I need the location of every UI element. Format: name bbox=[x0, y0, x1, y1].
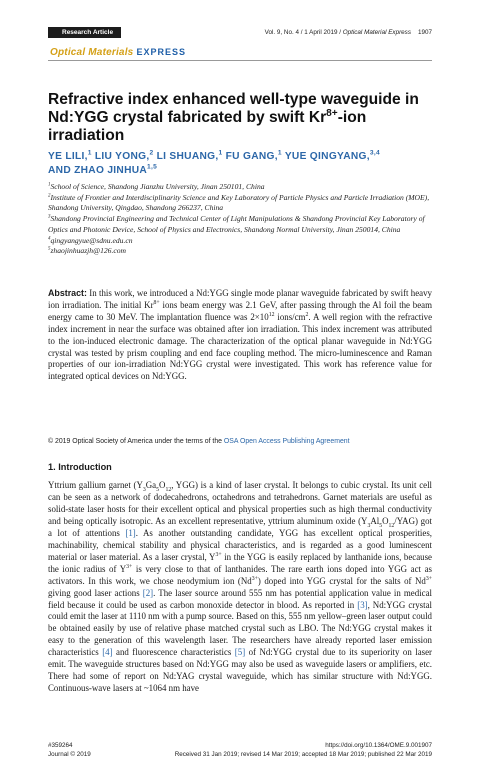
footer-left bbox=[48, 741, 91, 759]
article-type-badge: Research Article bbox=[48, 27, 121, 38]
logo-express-text: EXPRESS bbox=[136, 47, 186, 57]
abstract-label: Abstract: bbox=[48, 288, 87, 298]
author-6: ZHAO JINHUA$^{1,5}$ bbox=[74, 163, 158, 176]
citation-2[interactable]: [2] bbox=[142, 587, 154, 598]
article-title: Refractive index enhanced well-type waveguide in Nd:YGG crystal fabricated by swift $Kr^{8+}$-ion irradiation bbox=[48, 91, 419, 144]
copyright-notice: © 2019 Optical Society of America under the terms of the OSA Open Access Publishing Agreement bbox=[48, 438, 350, 445]
article-header bbox=[48, 27, 432, 38]
author-1: YE LILI,$^1$ bbox=[48, 149, 92, 162]
affiliations bbox=[48, 182, 432, 257]
author-5: YUE QINGYANG,$^{3,4}$ bbox=[284, 149, 380, 162]
affiliation-1: $^1$School of Science, Shandong Jianzhu University, Jinan 250101, China bbox=[48, 182, 265, 191]
doi-link[interactable]: https://doi.org/10.1364/OME.9.001907 bbox=[325, 742, 432, 749]
license-link[interactable]: OSA Open Access Publishing Agreement bbox=[223, 438, 350, 445]
email-2[interactable]: $^5$zhaojinhuazjh@126.com bbox=[48, 246, 127, 256]
affiliation-3: $^3$Shandong Provincial Engineering and Technical Center of Light Manipulations & Shandong Provincial Key Laboratory of Optics and Photonic Device, School of Physics and Electronics, Shandong Normal University, Jinan 250014, China bbox=[48, 214, 425, 234]
journal-logo bbox=[50, 45, 186, 59]
author-3: LI SHUANG,$^1$ bbox=[156, 149, 223, 162]
author-2: LIU YONG,$^2$ bbox=[94, 149, 154, 162]
citation-5[interactable]: [5] bbox=[234, 647, 246, 658]
journal-name: Optical Material Express bbox=[342, 29, 411, 36]
logo-optical-text: Optical Materials bbox=[50, 46, 134, 58]
citation-3[interactable]: [3] bbox=[357, 599, 368, 610]
citation-4[interactable]: [4] bbox=[102, 647, 113, 658]
issue-info: Vol. 9, No. 4 / 1 April 2019 / Optical Material Express 1907 bbox=[264, 29, 432, 36]
email-1[interactable]: $^4$qingyangyue@sdnu.edu.cn bbox=[48, 235, 133, 245]
footer-right bbox=[175, 741, 432, 759]
author-and: AND bbox=[48, 165, 71, 176]
abstract: Abstract: In this work, we introduced a Nd:YGG single mode planar waveguide fabricated by swift heavy ion irradiation. The initial $Kr^{8+}$ ions beam energy was 2.1 GeV, after passing through the Al foil the beam energy came to 30 MeV. The implantation fluence was $2\times 10^{12}$ ions/$cm^2$. A well region with the refractive index increment in near the surface was obtained after ion irradiation. This index increment was attributed to the ion-induced electronic damage. The characterization of the optical planar waveguide in Nd:YGG crystal was tested by prism coupling and end face coupling method. The micro-luminescence and Raman properties of our ion-irradiation Nd:YGG crystal were investigated. This work has reference value for integrated optical devices on Nd:YGG. bbox=[48, 288, 433, 382]
publication-dates: Received 31 Jan 2019; revised 14 Mar 2019; accepted 18 Mar 2019; published 22 Mar 2019 bbox=[174, 751, 432, 758]
citation-1[interactable]: [1] bbox=[125, 527, 136, 538]
header-divider bbox=[48, 60, 432, 61]
author-4: FU GANG,$^1$ bbox=[225, 149, 282, 162]
introduction-paragraph: Yttrium gallium garnet ($Y_3Ga_5O_{12}$, YGG) is a kind of laser crystal. It belongs to cubic crystal. Its unit cell can be seen as a network of dodecahedrons, octahedrons and tetrahedrons. Garnet materials are useful as solid-state laser hosts for their excellent optical and physical properties such as high thermal conductivity and being optically isotropic. As an excellent representative, yttrium aluminum oxide $(Y_3Al_5O_{12}/YAG)$ got a lot of attentions [1]. As another outstanding candidate, YGG has excellent optical prosperities, machinability, chemical stability and physical characteristics, and is regarded as a good luminescent material or laser material. As a laser crystal, $Y^{3+}$ in the YGG is easily replaced by lanthanide ions, because the ionic radius of $Y^{3+}$ is very close to that of lanthanides. The rare earth ions doped into YGG act as activators. In this work, we chose neodymium ion $(Nd^{3+})$ doped into YGG crystal for the salts of $Nd^{3+}$ giving good laser actions [2]. The laser source around 555 nm has potential application value in medical field because it could be used as carbon monoxide detector in blood. As reported in [3], Nd:YGG crystal could emit the laser at 1110 nm with a pump source. Based on this, 555 nm yellow–green laser output could be obtained easily by use of relative phase matched crystal such as LBO. The Nd:YGG crystal makes it easy to the generation of this wavelength laser. The researchers have already reported laser emission characteristics [4] and fluorescence characteristics [5] of Nd:YGG crystal due to its superiority on laser emit. The waveguide structures based on Nd:YGG may also be used as waveguide lasers or amplifiers, etc. There had some of report on Nd:YAG crystal waveguide, which has similar structure with Nd:YGG. Continuous-wave lasers at ~1064 nm have bbox=[48, 480, 432, 694]
journal-copyright: Journal © 2019 bbox=[48, 751, 91, 758]
article-id: #359264 bbox=[48, 742, 73, 749]
section-heading: 1. Introduction bbox=[48, 462, 112, 472]
page-number: 1907 bbox=[417, 29, 432, 36]
affiliation-2: $^2$Institute of Frontier and Interdisciplinarity Science and Key Laboratory of Particle Physics and Particle Irradiation (MOE), Shandong University, Qingdao, Shandong 266237, China bbox=[48, 192, 430, 213]
author-list bbox=[48, 150, 432, 178]
